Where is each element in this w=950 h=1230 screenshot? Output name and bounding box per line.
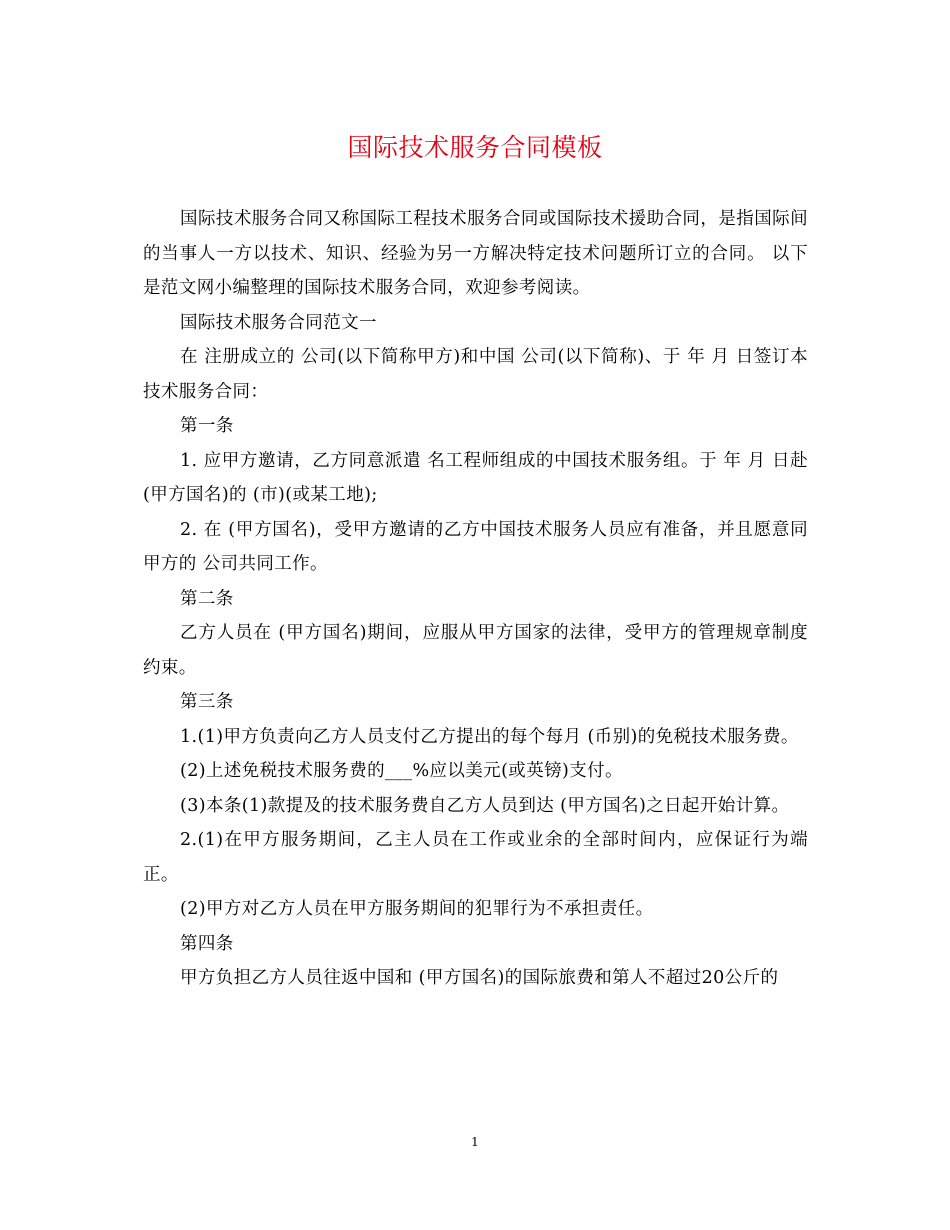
article-3-clause-1-2: (2)上述免税技术服务费的___%应以美元(或英镑)支付。 [180, 761, 623, 781]
article-3-clause-1-1: 1.(1)甲方负责向乙方人员支付乙方提出的每个每月 (币别)的免税技术服务费。 [180, 726, 799, 747]
article-3-clause-1-3: (3)本条(1)款提及的技术服务费自乙方人员到达 (甲方国名)之日起开始计算。 [180, 795, 790, 816]
paragraph-intro: 国际技术服务合同又称国际工程技术服务合同或国际技术援助合同，是指国际间的当事人一方以技术、知识、经验为另一方解决特定技术问题所订立的合同。 以下是范文网小编整理的国际技术服务合同，欢迎参考阅读。 [143, 209, 808, 298]
article-1-heading: 第一条 [180, 416, 234, 436]
page-number: 1 [471, 1135, 479, 1149]
document-body [143, 202, 808, 996]
document-title: 国际技术服务合同模板 [347, 133, 603, 162]
article-2-heading: 第二条 [180, 588, 234, 609]
article-4-clause: 甲方负担乙方人员往返中国和 (甲方国名)的国际旅费和第人不超过20公斤的 [180, 968, 779, 988]
article-3-clause-2-1: 2.(1)在甲方服务期间，乙主人员在工作或业余的全部时间内，应保证行为端正。 [143, 830, 808, 885]
article-3-heading: 第三条 [180, 692, 234, 712]
article-2-clause: 乙方人员在 (甲方国名)期间，应服从甲方国家的法律，受甲方的管理规章制度约束。 [143, 623, 808, 678]
article-3-clause-2-2: (2)甲方对乙方人员在甲方服务期间的犯罪行为不承担责任。 [180, 899, 654, 919]
paragraph-sample-heading: 国际技术服务合同范文一 [180, 312, 377, 333]
paragraph-parties: 在 注册成立的 公司(以下简称甲方)和中国 公司(以下简称)、于 年 月 日签订本技术服务合同： [143, 347, 808, 402]
article-1-clause-2: 2. 在 (甲方国名)，受甲方邀请的乙方中国技术服务人员应有准备，并且愿意同 甲方的 公司共同工作。 [143, 519, 808, 574]
article-1-clause-1: 1. 应甲方邀请，乙方同意派遣 名工程师组成的中国技术服务组。于 年 月 日赴 (甲方国名)的 (市)(或某工地); [143, 450, 808, 505]
article-4-heading: 第四条 [180, 933, 234, 954]
